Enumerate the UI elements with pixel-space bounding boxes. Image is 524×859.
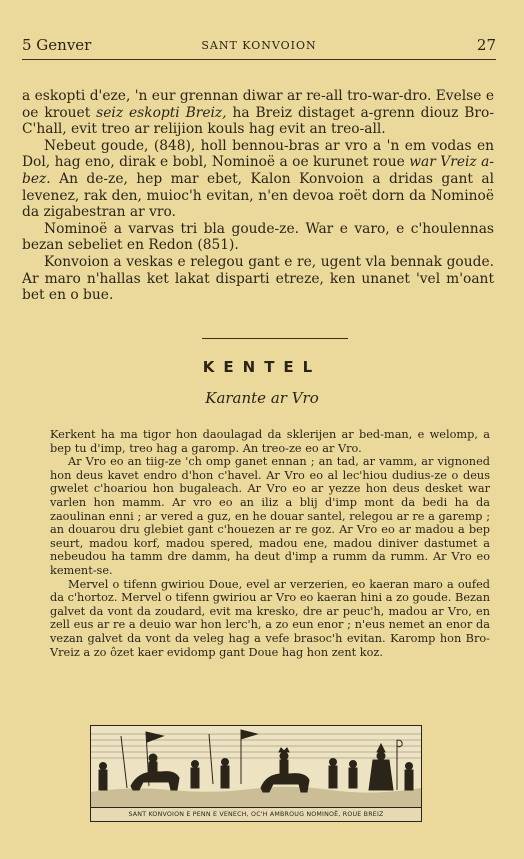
date-label: 5 Genver [22, 36, 92, 54]
header-rule [22, 59, 496, 60]
text-run: Nebeut goude, (848), holl bennou-bras ar vro a 'n em vodas en Dol, hag eno, dirak e bobl, Nominoë a oe kurunet roue [22, 137, 494, 171]
paragraph: Ar Vro eo an tiig-ze 'ch omp ganet ennan ; an tad, ar vamm, ar vignoned hon deus kavet endro d'hon c'havel. Ar Vro eo al lec'hiou dudius-ze o deus gwelet c'hoariou hon bugaleach. Ar Vro eo ar yezze hon deus desket war varlen hon mamm. Ar vro eo an iliz a blij d'imp mont da bedi ha da zaoulinan enni ; ar vered a guz, en he douar santel, relegou ar re a garemp ; an douarou dru glebiet gant c'houezen ar re goz. Ar Vro eo ar madou a bep seurt, madou korf, madou spered, madou ene, madou diniver dastumet a nebeudou ha tamm dre damm, ha deut d'imp a rumm da rumm. Ar Vro eo kement-se. [50, 455, 490, 577]
running-head [22, 36, 496, 58]
italic-run: war Vreiz a-bez. [22, 154, 494, 187]
paragraph: Konvoion a veskas e relegou gant e re, ugent vla bennak goude. Ar maro n'hallas ket lakat disparti etreze, ken unanet 'vel m'oant bet en o bue. [22, 253, 494, 304]
paragraph [22, 88, 494, 138]
paragraph [22, 138, 494, 221]
italic-run: seiz eskopti Breiz, [96, 104, 227, 121]
section-divider [202, 338, 348, 339]
chapter-heading: SANT KONVOION [201, 39, 317, 52]
engraving-illustration [90, 725, 422, 822]
text-run: An de-ze, hep mar ebet, Kalon Konvoion a dridas gant al levenez, rak den, muioc'h evitan, n'en devoa roët dorn da Nominoë da zigabestran ar vro. [22, 170, 494, 221]
paragraph: Nominoë a varvas tri bla goude-ze. War e varo, e c'houlennas bezan sebeliet en Redon (851). [22, 220, 494, 254]
main-text [22, 88, 494, 304]
section-subtitle: Karante ar Vro [205, 389, 319, 407]
section-title: KENTEL [202, 358, 322, 376]
lesson-text [50, 428, 490, 659]
procession-scene-icon [91, 726, 421, 808]
text-run: ha Breiz distaget a-grenn diouz Bro-C'hall, evit treo ar relijion kouls hag evit an treo-all. [22, 104, 494, 138]
engraving-caption: SANT KONVOION E PENN E VENECH, OC'H AMBROUG NOMINOË, ROUE BREIZ [91, 807, 421, 821]
paragraph: Mervel o tifenn gwiriou Doue, evel ar verzerien, eo kaeran maro a oufed da c'hortoz. Mervel o tifenn gwiriou ar Vro eo kaeran hini a zo goude. Bezan galvet da vont da zoudard, evit ma kresko, dre ar peuc'h, madou ar Vro, en zell eus ar re a deuio war hon lerc'h, a zo eun enor ; n'eus nemet an enor da vezan galvet da vont da veleg hag a vefe brasoc'h evitan. Karomp hon Bro-Vreiz a zo ôzet kaer evidomp gant Doue hag hon zent koz. [50, 577, 490, 659]
paragraph: Kerkent ha ma tigor hon daoulagad da sklerijen ar bed-man, e welomp, a bep tu d'imp, treo hag a garomp. An treo-ze eo ar Vro. [50, 428, 490, 455]
text-run: a eskopti d'eze, 'n eur grennan diwar ar re-all tro-war-dro. Evelse e oe krouet [22, 88, 494, 121]
page-number: 27 [476, 36, 496, 54]
